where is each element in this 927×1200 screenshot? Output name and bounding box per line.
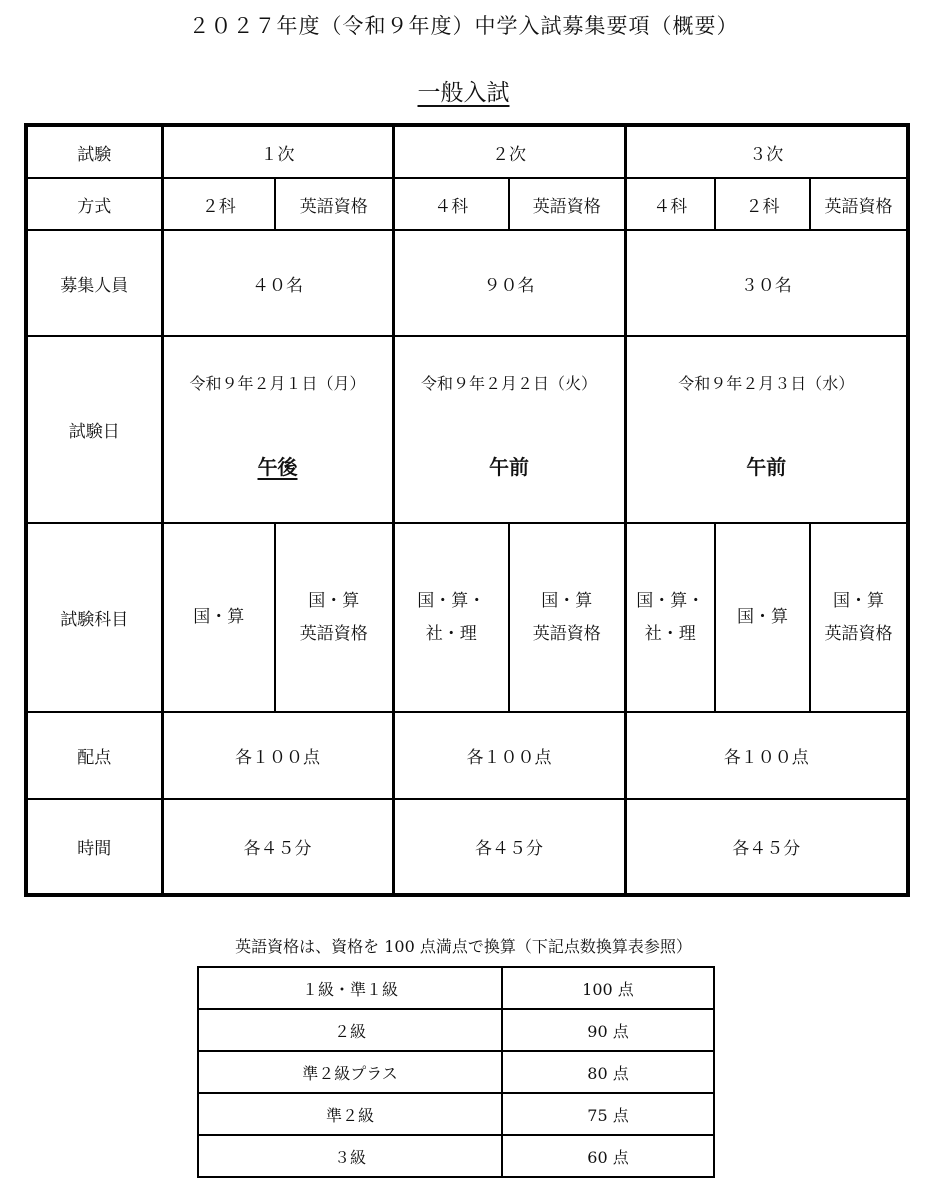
- round-2-subjects-1-text: 国・算・ 社・理: [417, 590, 486, 644]
- round-3-subjects-3: [810, 523, 908, 712]
- round-3-method-1: ４科: [625, 178, 715, 230]
- row-subjects: [26, 523, 908, 712]
- label-method: 方式: [26, 178, 162, 230]
- round-1-subjects-1: [162, 523, 275, 712]
- label-subjects: 試験科目: [26, 523, 162, 712]
- row-exam: [26, 125, 908, 178]
- round-1-date-cell: [162, 336, 393, 523]
- round-1-subjects-2: [275, 523, 393, 712]
- round-3-method-3: 英語資格: [810, 178, 908, 230]
- round-3-session: 午前: [746, 455, 787, 479]
- conversion-score: 90 点: [502, 1009, 714, 1051]
- label-points: 配点: [26, 712, 162, 799]
- conversion-row: [198, 1135, 714, 1177]
- section-title-text: 一般入試: [417, 80, 510, 106]
- conversion-score: 60 点: [502, 1135, 714, 1177]
- exam-overview-table: [24, 123, 910, 897]
- conversion-row: [198, 1051, 714, 1093]
- round-3-subjects-2-text: 国・算: [737, 607, 788, 627]
- round-1-points: 各１００点: [162, 712, 393, 799]
- round-3-points: 各１００点: [625, 712, 908, 799]
- round-2-session: 午前: [489, 455, 529, 479]
- round-3-name: ３次: [625, 125, 908, 178]
- label-capacity: 募集人員: [26, 230, 162, 336]
- conversion-row: [198, 967, 714, 1009]
- round-3-date-cell: [625, 336, 908, 523]
- label-exam: 試験: [26, 125, 162, 178]
- conversion-grade: ２級: [198, 1009, 502, 1051]
- row-time: [26, 799, 908, 895]
- conversion-row: [198, 1009, 714, 1051]
- section-heading: [0, 74, 927, 107]
- round-3-subjects-1: [625, 523, 715, 712]
- round-2-subjects-2-text: 国・算 英語資格: [532, 590, 601, 644]
- round-3-method-2: ２科: [715, 178, 810, 230]
- round-1-subjects-1-text: 国・算: [193, 607, 245, 627]
- round-3-capacity: ３０名: [625, 230, 908, 336]
- conversion-row: [198, 1093, 714, 1135]
- conversion-note: 英語資格は、資格を 100 点満点で換算（下記点数換算表参照）: [235, 937, 692, 956]
- conversion-score: 100 点: [502, 967, 714, 1009]
- round-3-subjects-2: [715, 523, 810, 712]
- row-capacity: [26, 230, 908, 336]
- round-1-method-1: ２科: [162, 178, 275, 230]
- conversion-score: 75 点: [502, 1093, 714, 1135]
- round-3-subjects-3-text: 国・算 英語資格: [824, 590, 893, 644]
- round-3-date: 令和９年２月３日（水）: [678, 374, 855, 393]
- round-1-date: 令和９年２月１日（月）: [189, 374, 366, 393]
- conversion-grade: 準２級プラス: [198, 1051, 502, 1093]
- round-2-method-1: ４科: [393, 178, 509, 230]
- round-1-time: 各４５分: [162, 799, 393, 895]
- round-1-capacity: ４０名: [162, 230, 393, 336]
- conversion-score: 80 点: [502, 1051, 714, 1093]
- round-2-date-cell: [393, 336, 625, 523]
- row-date: [26, 336, 908, 523]
- round-1-session: 午後: [257, 455, 298, 479]
- round-2-date: 令和９年２月２日（火）: [420, 374, 597, 393]
- round-1-method-2: 英語資格: [275, 178, 393, 230]
- round-3-time: 各４５分: [625, 799, 908, 895]
- row-method: [26, 178, 908, 230]
- row-points: [26, 712, 908, 799]
- round-3-subjects-1-text: 国・算・ 社・理: [636, 590, 705, 644]
- round-2-method-2: 英語資格: [509, 178, 625, 230]
- document-title: ２０２７年度（令和９年度）中学入試募集要項（概要）: [188, 14, 739, 38]
- round-2-points: 各１００点: [393, 712, 625, 799]
- conversion-grade: １級・準１級: [198, 967, 502, 1009]
- label-time: 時間: [26, 799, 162, 895]
- round-1-name: １次: [162, 125, 393, 178]
- round-2-subjects-1: [393, 523, 509, 712]
- round-2-subjects-2: [509, 523, 625, 712]
- round-2-name: ２次: [393, 125, 625, 178]
- conversion-grade: 準２級: [198, 1093, 502, 1135]
- round-2-capacity: ９０名: [393, 230, 625, 336]
- score-conversion-table: [197, 966, 715, 1178]
- conversion-grade: ３級: [198, 1135, 502, 1177]
- round-1-subjects-2-text: 国・算 英語資格: [299, 590, 368, 644]
- round-2-time: 各４５分: [393, 799, 625, 895]
- label-date: 試験日: [26, 336, 162, 523]
